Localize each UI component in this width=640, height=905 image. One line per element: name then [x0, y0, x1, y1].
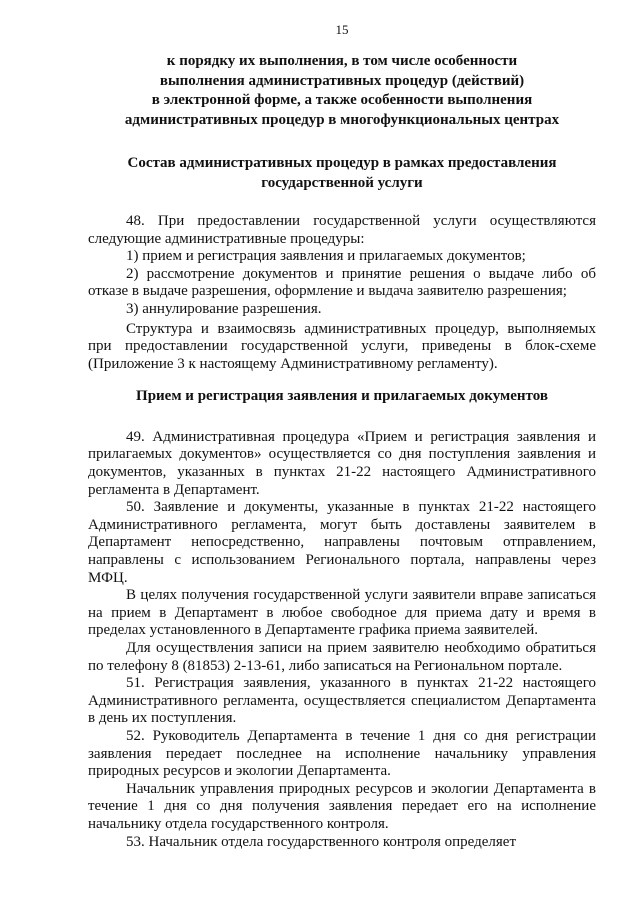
- section-heading: [88, 154, 596, 193]
- paragraph-48: 48. При предоставлении государственной услуги осуществляются следующие административные процедуры:: [88, 213, 596, 247]
- intro-heading-line: выполнения административных процедур (действий): [159, 72, 525, 89]
- paragraph-52: 52. Руководитель Департамента в течение 1 дня со дня регистрации заявления передает последнее на исполнение начальнику управления природных ресурсов и экологии Департамента.: [88, 727, 596, 780]
- section-heading-line: Состав административных процедур в рамках предоставления: [127, 155, 557, 171]
- list-item-1: 1) прием и регистрация заявления и прилагаемых документов;: [126, 248, 526, 265]
- paragraph-phone: Для осуществления записи на прием заявителю необходимо обратиться по телефону 8 (81853) 2-13-61, либо записаться на Региональном портале.: [88, 639, 596, 674]
- list-item-3: 3) аннулирование разрешения.: [126, 300, 322, 317]
- paragraph-49: 49. Административная процедура «Прием и регистрация заявления и прилагаемых документов» осуществляется со дня поступления заявления и документов, указанных в пунктах 21-22 настоящего Административного регламента в Департамент.: [88, 428, 596, 498]
- intro-heading: [88, 52, 596, 130]
- intro-heading-line: к порядку их выполнения, в том числе особенности: [166, 53, 518, 69]
- paragraph-50: 50. Заявление и документы, указанные в пунктах 21-22 настоящего Административного регламента, могут быть доставлены заявителем в Департамент непосредственно, направлены почтовым отправлением, направлены с использованием Регионального портала, направлены через МФЦ.: [88, 499, 596, 586]
- paragraph-structure: Структура и взаимосвязь административных процедур, выполняемых при предоставлении государственной услуги, приведены в блок-схеме (Приложение 3 к настоящему Административному регламенту).: [88, 320, 596, 372]
- paragraph-head-of-department: Начальник управления природных ресурсов и экологии Департамента в течение 1 дня со дня получения заявления передает его на исполнение начальнику отдела государственного контроля.: [88, 780, 596, 832]
- paragraph-appointment: В целях получения государственной услуги заявители вправе записаться на прием в Департамент в любое свободное для приема дату и время в пределах установленного в Департаменте графика приема заявителей.: [88, 587, 596, 639]
- section-heading-line: государственной услуги: [261, 174, 423, 191]
- list-item-2: 2) рассмотрение документов и принятие решения о выдаче либо об отказе в выдаче разрешения, оформление и выдача заявителю разрешения;: [88, 265, 596, 300]
- paragraph-53: 53. Начальник отдела государственного контроля определяет: [126, 833, 516, 850]
- intro-heading-line: в электронной форме, а также особенности выполнения: [151, 92, 533, 108]
- document-page: [88, 22, 596, 851]
- intro-heading-line: административных процедур в многофункциональных центрах: [124, 111, 560, 128]
- page-number: 15: [335, 22, 349, 37]
- section-heading-2: Прием и регистрация заявления и прилагаемых документов: [136, 388, 548, 405]
- paragraph-51: 51. Регистрация заявления, указанного в пунктах 21-22 настоящего Административного регламента, осуществляется специалистом Департамента в день их поступления.: [88, 675, 596, 727]
